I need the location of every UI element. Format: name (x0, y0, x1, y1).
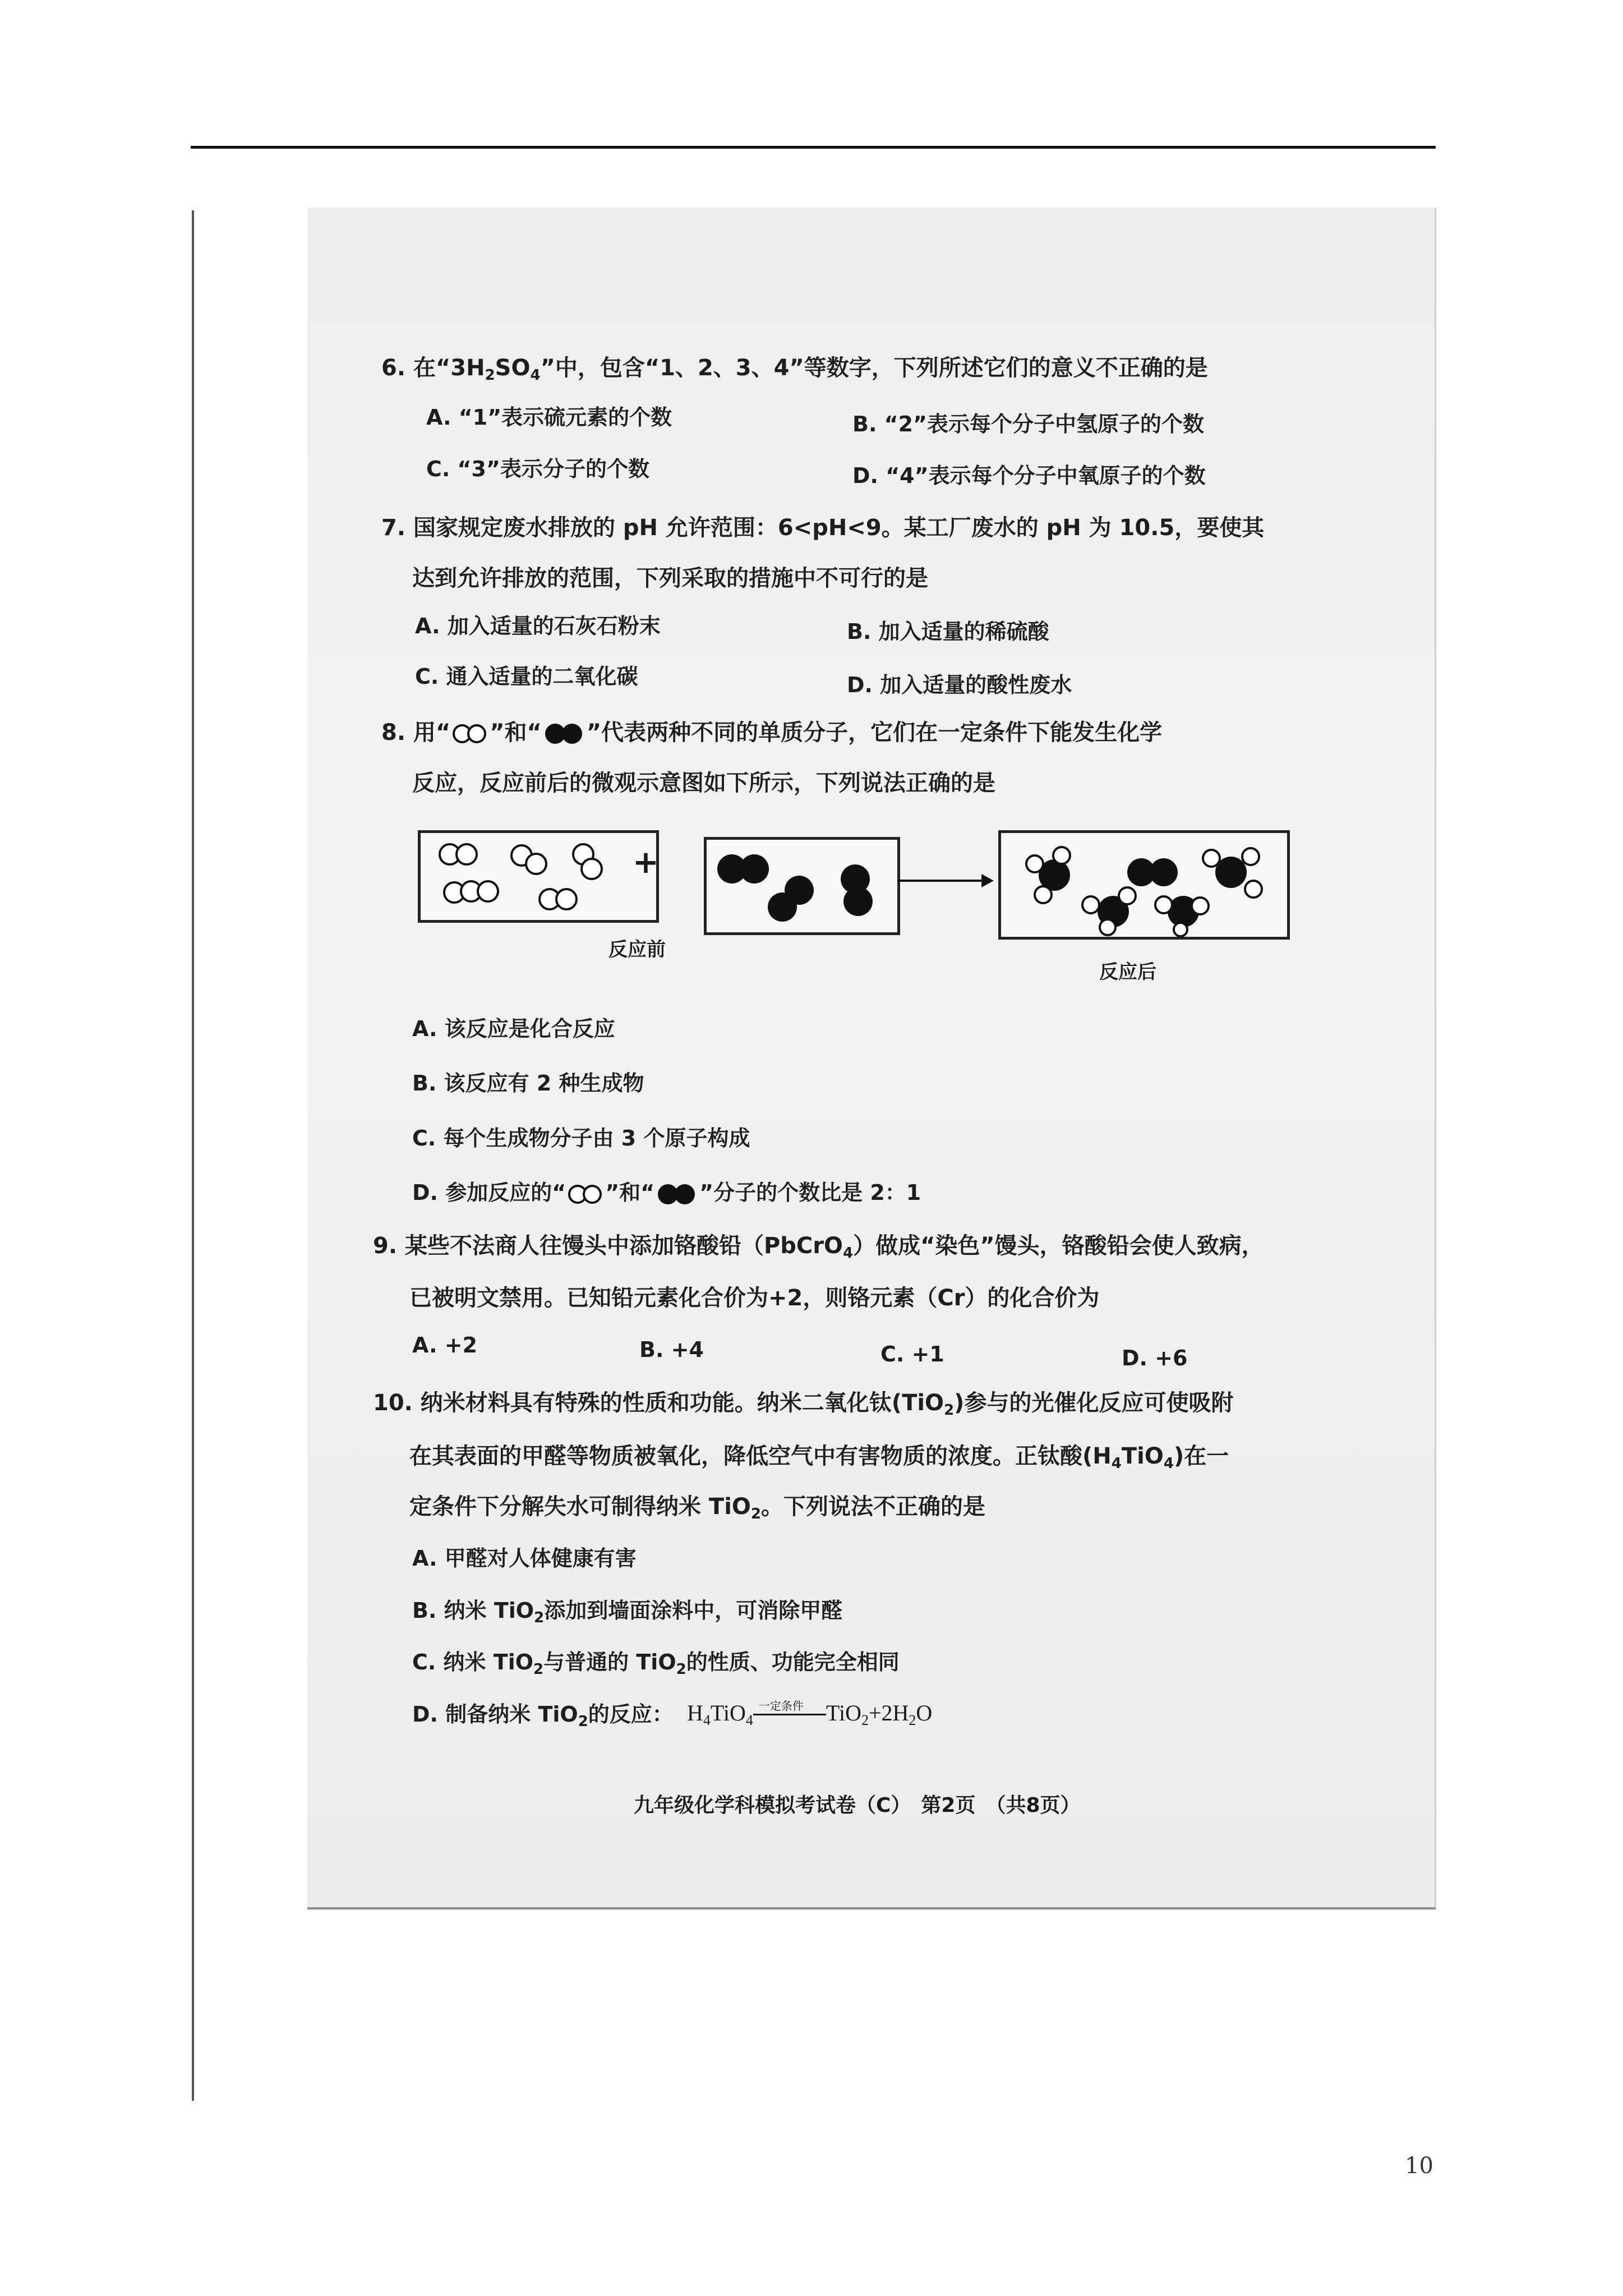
q10-stem-line3: 定条件下分解失水可制得纳米 TiO$_2$。下列说法不正确的是 (409, 1494, 986, 1522)
dark-molecule-icon (654, 1182, 699, 1206)
q10-stem-line1: 10. 纳米材料具有特殊的性质和功能。纳米二氧化钛(TiO$_2$)参与的光催化反应可使吸附 (373, 1390, 1234, 1419)
dark-molecule-icon (542, 722, 587, 746)
label-before-reaction: 反应前 (608, 938, 666, 961)
equation-condition: 一定条件 (758, 1699, 804, 1713)
q10-option-a: A. 甲醛对人体健康有害 (412, 1546, 637, 1571)
before-right-box (704, 837, 900, 935)
q10-option-d: D. 制备纳米 TiO$_2$的反应： (412, 1702, 674, 1730)
reaction-arrow-icon (897, 869, 995, 892)
before-left-box (418, 830, 659, 923)
q8-stem-line1: 8. 用“ ”和“ ”代表两种不同的单质分子，它们在一定条件下能发生化学 (381, 720, 1163, 746)
q8-option-a: A. 该反应是化合反应 (412, 1016, 615, 1041)
q9-option-b: B. +4 (639, 1337, 704, 1362)
q8-stem-line2: 反应，反应前后的微观示意图如下所示，下列说法正确的是 (412, 770, 995, 796)
q6-option-d: D. “4”表示每个分子中氧原子的个数 (852, 463, 1206, 488)
q8-option-b: B. 该反应有 2 种生成物 (412, 1071, 644, 1096)
q7-option-c: C. 通入适量的二氧化碳 (415, 664, 638, 689)
q6-stem: 6. 在“$3H_2SO_4$”中，包含“1、2、3、4”等数字，下列所述它们的意义不正确的是 (381, 355, 1208, 384)
q9-stem-line2: 已被明文禁用。已知铅元素化合价为+2，则铬元素（Cr）的化合价为 (409, 1285, 1100, 1311)
label-after-reaction: 反应后 (1099, 961, 1156, 983)
q6-option-c: C. “3”表示分子的个数 (426, 457, 649, 481)
light-molecules-group (421, 833, 656, 920)
light-molecule-icon (450, 723, 490, 744)
q8-option-c: C. 每个生成物分子由 3 个原子构成 (412, 1126, 750, 1151)
q6-option-a: A. “1”表示硫元素的个数 (426, 405, 672, 430)
exam-footer: 九年级化学科模拟考试卷（C） 第2页 （共8页） (634, 1794, 1081, 1817)
product-molecules-group (1001, 833, 1287, 937)
q9-option-d: D. +6 (1122, 1346, 1188, 1370)
plus-sign: + (633, 844, 659, 881)
q6-option-b: B. “2”表示每个分子中氢原子的个数 (852, 412, 1205, 436)
q8-option-d: D. 参加反应的“ ”和“ ”分子的个数比是 2：1 (412, 1180, 921, 1205)
q10-equation: $H_4TiO_4$ 一定条件 $TiO_2+2H_2O$ (687, 1700, 932, 1726)
q7-stem-line2: 达到允许排放的范围，下列采取的措施中不可行的是 (412, 565, 928, 591)
page-number: 10 (1405, 2153, 1433, 2179)
left-margin-line (192, 210, 194, 2101)
q9-option-c: C. +1 (880, 1342, 944, 1366)
dark-molecules-group (707, 840, 897, 932)
q10-stem-line2: 在其表面的甲醛等物质被氧化，降低空气中有害物质的浓度。正钛酸$(H_4TiO_4)$在一 (409, 1443, 1229, 1472)
q10-option-c: C. 纳米 TiO$_2$与普通的 TiO$_2$的性质、功能完全相同 (412, 1650, 900, 1678)
equation-arrow (753, 1699, 826, 1724)
q9-option-a: A. +2 (412, 1333, 478, 1358)
q9-stem-line1: 9. 某些不法商人往馒头中添加铬酸铅（PbCrO$_4$）做成“染色”馒头，铬酸铅会使人致病， (373, 1233, 1264, 1262)
q7-option-a: A. 加入适量的石灰石粉末 (415, 614, 661, 638)
q7-option-b: B. 加入适量的稀硫酸 (847, 619, 1049, 644)
top-rule (191, 146, 1436, 149)
after-box (998, 830, 1290, 940)
q7-option-d: D. 加入适量的酸性废水 (847, 673, 1072, 697)
q10-option-b: B. 纳米 TiO$_2$添加到墙面涂料中，可消除甲醛 (412, 1598, 843, 1626)
q7-stem-line1: 7. 国家规定废水排放的 pH 允许范围：6<pH<9。某工厂废水的 pH 为 10.5，要使其 (381, 515, 1265, 541)
light-molecule-icon (566, 1184, 605, 1205)
